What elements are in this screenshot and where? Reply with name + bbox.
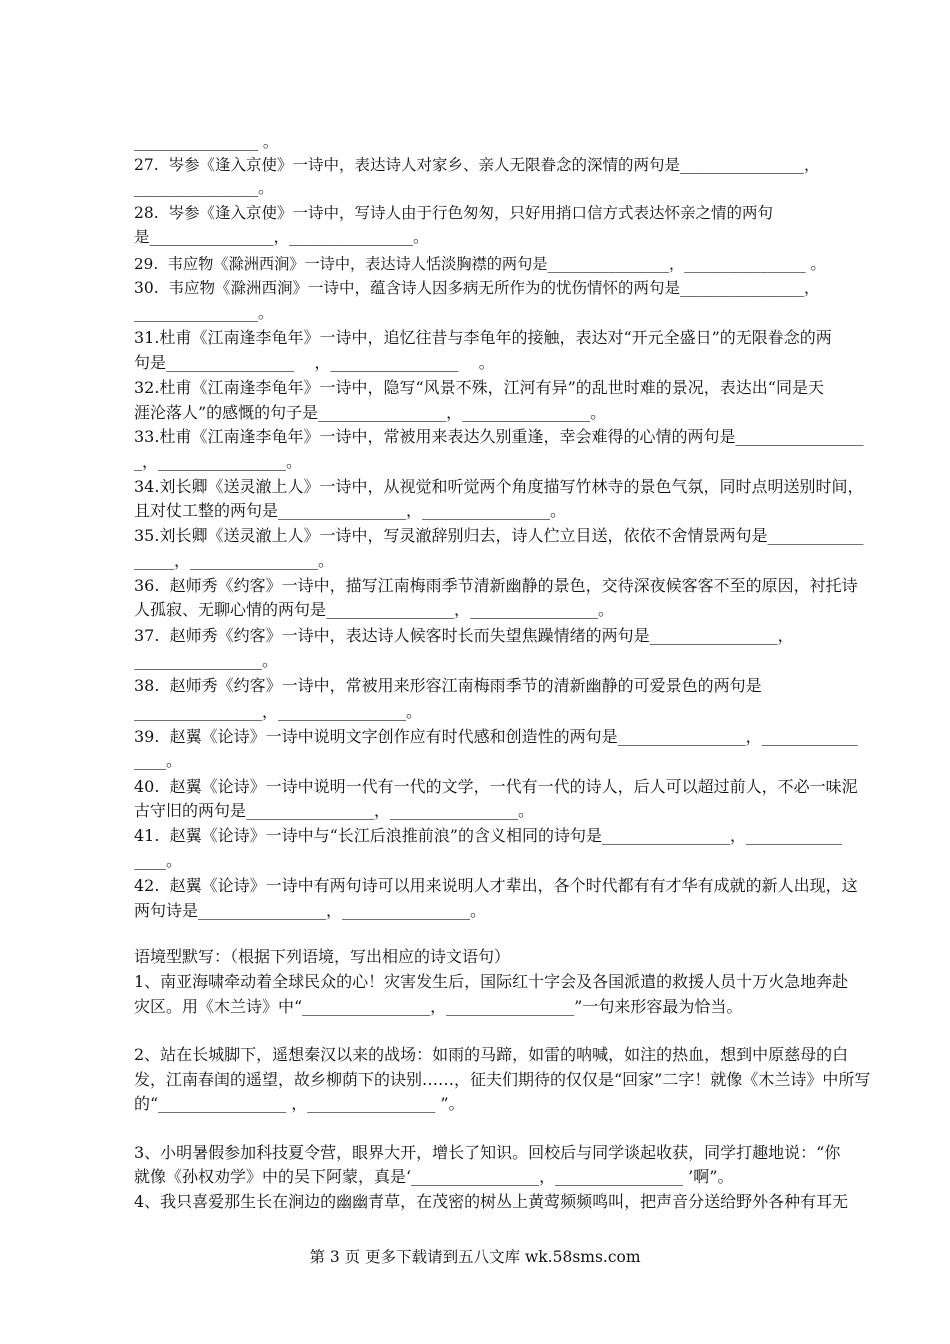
question-30-line-2: ________________。 (134, 304, 274, 322)
context-3-line-2: 就像《孙权劝学》中的吴下阿蒙，真是‘________________，________________ ’啊”。 (134, 1167, 734, 1186)
answer-blank-line: ________________ 。 (134, 133, 279, 151)
question-27-line-2: ________________。 (134, 179, 274, 197)
question-38-line-1: 38. 赵师秀《约客》一诗中，常被用来形容江南梅雨季节的清新幽静的可爱景色的两句是 (134, 676, 762, 695)
context-2-line-3: 的“________________ ，________________ ”。 (134, 1094, 465, 1113)
question-34-line-2: 且对仗工整的两句是________________，________________。 (134, 501, 567, 520)
question-28-line-2: 是________________，________________。 (134, 228, 429, 246)
context-2-line-1: 2、站在长城脚下，遥想秦汉以来的战场：如雨的马蹄，如雷的呐喊，如注的热血，想到中原慈母的白 (134, 1045, 849, 1064)
question-31-line-1: 31.杜甫《江南逢李龟年》一诗中，追忆往昔与李龟年的接触，表达对“开元全盛日”的无限眷念的两 (134, 328, 832, 347)
question-34-line-1: 34.刘长卿《送灵澈上人》一诗中，从视觉和听觉两个角度描写竹林寺的景色气氛，同时点明送别时间， (134, 477, 864, 496)
page-footer: 第 3 页 更多下载请到五八文库 wk.58sms.com (309, 1248, 641, 1266)
question-27-line-1: 27. 岑参《逢入京使》一诗中，表达诗人对家乡、亲人无限眷念的深情的两句是________________， (134, 156, 820, 174)
question-32-line-1: 32.杜甫《江南逢李龟年》一诗中，隐写“风景不殊，江河有异”的乱世时难的景况，表达出“同是天 (134, 378, 824, 397)
context-3-line-1: 3、小明暑假参加科技夏令营，眼界大开，增长了知识。回校后与同学谈起收获，同学打趣地说：“你 (134, 1143, 841, 1162)
question-29-line-1: 29. 韦应物《滁洲西涧》一诗中，表达诗人恬淡胸襟的两句是________________，________________ 。 (134, 255, 826, 273)
question-33-line-2: _，________________。 (134, 452, 303, 471)
question-37-line-2: ________________。 (134, 651, 279, 670)
context-4-line-1: 4、我只喜爱那生长在涧边的幽幽青草，在茂密的树丛上黄莺频频鸣叫，把声音分送给野外各种有耳无 (134, 1192, 849, 1211)
question-41-line-1: 41. 赵翼《论诗》一诗中与“长江后浪推前浪”的含义相同的诗句是________________，____________ (134, 826, 842, 845)
question-42-line-2: 两句诗是________________，________________。 (134, 901, 487, 920)
question-39-line-2: ____。 (134, 751, 183, 770)
question-36-line-2: 人孤寂、无聊心情的两句是________________，________________。 (134, 600, 615, 619)
context-2-line-2: 发，江南春闺的遥望，故乡柳荫下的诀别……，征夫们期待的仅仅是“回家”二字！就像《木兰诗》中所写 (134, 1070, 871, 1089)
question-30-line-1: 30. 韦应物《滁洲西涧》一诗中，蕴含诗人因多病无所作为的忧伤情怀的两句是________________， (134, 279, 820, 297)
question-38-line-2: ________________，________________。 (134, 702, 423, 721)
question-39-line-1: 39. 赵翼《论诗》一诗中说明文字创作应有时代感和创造性的两句是________________，____________ (134, 727, 858, 746)
question-35-line-2: _____，________________。 (134, 551, 335, 570)
question-40-line-2: 古守旧的两句是________________，________________。 (134, 801, 535, 820)
question-41-line-2: ____。 (134, 851, 183, 870)
context-1-line-1: 1、南亚海啸牵动着全球民众的心！灾害发生后，国际红十字会及各国派遣的救援人员十万火急地奔赴 (134, 972, 849, 991)
question-28-line-1: 28. 岑参《逢入京使》一诗中，写诗人由于行色匆匆，只好用捎口信方式表达怀亲之情的两句 (134, 204, 774, 222)
question-42-line-1: 42. 赵翼《论诗》一诗中有两句诗可以用来说明人才辈出，各个时代都有有才华有成就的新人出现，这 (134, 876, 858, 895)
question-37-line-1: 37. 赵师秀《约客》一诗中，表达诗人候客时长而失望焦躁情绪的两句是________________， (134, 626, 794, 645)
question-40-line-1: 40. 赵翼《论诗》一诗中说明一代有一代的文学，一代有一代的诗人，后人可以超过前人，不必一味泥 (134, 777, 858, 796)
question-31-line-2: 句是________________ ，________________ 。 (134, 353, 495, 372)
question-36-line-1: 36. 赵师秀《约客》一诗中，描写江南梅雨季节清新幽静的景色，交待深夜候客客不至的原因，衬托诗 (134, 576, 858, 595)
question-33-line-1: 33.杜甫《江南逢李龟年》一诗中，常被用来表达久别重逢，幸会难得的心情的两句是________________ (134, 427, 864, 446)
question-35-line-1: 35.刘长卿《送灵澈上人》一诗中，写灵澈辞别归去，诗人伫立目送，依依不舍情景两句是____________ (134, 526, 864, 545)
context-1-line-2: 灾区。用《木兰诗》中“________________，________________”一句来形容最为恰当。 (134, 997, 743, 1016)
question-32-line-2: 涯沦落人”的感慨的句子是________________，________________。 (134, 403, 607, 422)
section-heading: 语境型默写：（根据下列语境，写出相应的诗文语句） (134, 947, 511, 966)
